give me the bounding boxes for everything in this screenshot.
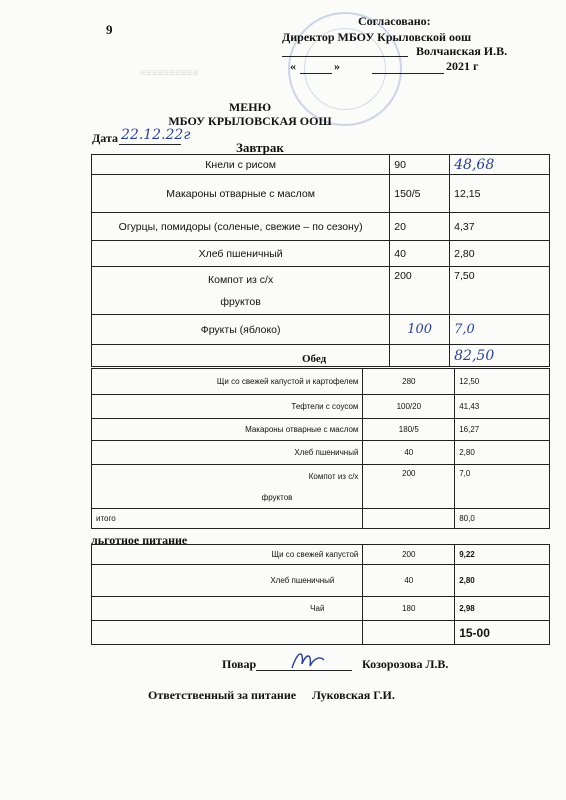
table-row bbox=[92, 213, 550, 241]
approval-month-line bbox=[372, 73, 444, 74]
subsidized-heading: льготное питание bbox=[91, 533, 188, 547]
dish-name: Тефтели с соусом bbox=[92, 395, 363, 419]
subsidized-total: 15-00 bbox=[455, 621, 550, 645]
school-title: МБОУ КРЫЛОВСКАЯ ООШ bbox=[168, 114, 332, 128]
table-row bbox=[92, 395, 550, 419]
table-row bbox=[92, 155, 550, 175]
table-row bbox=[92, 441, 550, 465]
breakfast-heading: Завтрак bbox=[236, 140, 284, 155]
approval-date-open: « bbox=[290, 59, 296, 73]
director-signature-line bbox=[282, 56, 408, 57]
total-row bbox=[92, 621, 550, 645]
table-row bbox=[92, 267, 550, 315]
dish-weight: 280 bbox=[363, 369, 455, 395]
dish-weight: 40 bbox=[363, 565, 455, 597]
responsible-name: Луковская Г.И. bbox=[312, 688, 395, 702]
table-row bbox=[92, 241, 550, 267]
dish-price: 12,50 bbox=[455, 369, 550, 395]
dish-name: Хлеб пшеничный bbox=[92, 565, 363, 597]
approval-director-name: Волчанская И.В. bbox=[416, 44, 508, 58]
cook-signature bbox=[288, 646, 328, 676]
table-row bbox=[92, 369, 550, 395]
dish-weight: 90 bbox=[390, 155, 450, 175]
dish-price: 9,22 bbox=[455, 545, 550, 565]
dish-price: 7,50 bbox=[450, 267, 550, 315]
lunch-total: 80,0 bbox=[455, 509, 550, 529]
dish-name-line1: Компот из с/х bbox=[308, 471, 359, 481]
dish-price: 16,27 bbox=[455, 419, 550, 441]
dish-weight: 200 bbox=[363, 465, 455, 509]
approval-heading: Согласовано: bbox=[358, 14, 431, 28]
table-row bbox=[92, 545, 550, 565]
page-number: 9 bbox=[106, 22, 113, 37]
dish-weight: 200 bbox=[363, 545, 455, 565]
menu-title: МЕНЮ bbox=[228, 100, 272, 114]
approval-day-line bbox=[300, 73, 332, 74]
lunch-table bbox=[91, 368, 550, 529]
dish-name-line2: фруктов bbox=[261, 492, 293, 502]
table-row bbox=[92, 419, 550, 441]
dish-name: Макароны отварные с маслом bbox=[92, 175, 390, 213]
dish-name-line2: фруктов bbox=[220, 295, 261, 308]
dish-weight: 40 bbox=[390, 241, 450, 267]
total-row bbox=[92, 509, 550, 529]
approval-year: 2021 г bbox=[446, 59, 479, 73]
dish-price: 7,0 bbox=[450, 315, 550, 345]
date-line bbox=[119, 144, 181, 145]
dish-price: 12,15 bbox=[450, 175, 550, 213]
dish-weight: 100 bbox=[390, 315, 450, 345]
dish-price: 41,43 bbox=[455, 395, 550, 419]
dish-weight: 100/20 bbox=[363, 395, 455, 419]
dish-name: Чай bbox=[92, 597, 363, 621]
ghost-offprint: ≡≡≡≡≡≡≡≡≡≡ bbox=[140, 68, 199, 79]
dish-name: Кнели с рисом bbox=[92, 155, 390, 175]
dish-name: Хлеб пшеничный bbox=[92, 441, 363, 465]
dish-weight: 150/5 bbox=[390, 175, 450, 213]
lunch-total-label: итого bbox=[92, 509, 363, 529]
dish-name: Щи со свежей капустой bbox=[92, 545, 363, 565]
date-value: 22.12.22г bbox=[121, 127, 191, 143]
table-row bbox=[92, 465, 550, 509]
breakfast-total: 82,50 bbox=[450, 345, 550, 367]
dish-price: 48,68 bbox=[450, 155, 550, 175]
dish-weight: 40 bbox=[363, 441, 455, 465]
dish-name-line1: Компот из с/х bbox=[208, 273, 274, 286]
dish-name: Огурцы, помидоры (соленые, свежие – по сезону) bbox=[92, 213, 390, 241]
dish-weight: 20 bbox=[390, 213, 450, 241]
date-label: Дата bbox=[92, 131, 118, 145]
breakfast-table bbox=[91, 154, 550, 367]
responsible-label: Ответственный за питание bbox=[148, 688, 297, 702]
dish-price: 2,80 bbox=[450, 241, 550, 267]
dish-weight: 180/5 bbox=[363, 419, 455, 441]
table-row bbox=[92, 315, 550, 345]
approval-date-close: » bbox=[334, 59, 340, 73]
dish-name: Макароны отварные с маслом bbox=[92, 419, 363, 441]
dish-name: Щи со свежей капустой и картофелем bbox=[92, 369, 363, 395]
dish-price: 2,80 bbox=[455, 441, 550, 465]
cook-label: Повар bbox=[222, 657, 257, 671]
dish-name: Хлеб пшеничный bbox=[92, 241, 390, 267]
cook-name: Козорозова Л.В. bbox=[362, 657, 449, 671]
lunch-heading: Обед bbox=[302, 353, 327, 365]
dish-name: Фрукты (яблоко) bbox=[92, 315, 390, 345]
dish-weight: 180 bbox=[363, 597, 455, 621]
table-row bbox=[92, 565, 550, 597]
dish-price: 7,0 bbox=[455, 465, 550, 509]
subsidized-table bbox=[91, 544, 550, 645]
dish-price: 2,98 bbox=[455, 597, 550, 621]
table-row bbox=[92, 175, 550, 213]
dish-name bbox=[92, 267, 390, 315]
table-row bbox=[92, 597, 550, 621]
approval-director: Директор МБОУ Крыловской оош bbox=[282, 30, 472, 44]
dish-weight: 200 bbox=[390, 267, 450, 315]
dish-price: 4,37 bbox=[450, 213, 550, 241]
dish-name bbox=[92, 465, 363, 509]
dish-price: 2,80 bbox=[455, 565, 550, 597]
